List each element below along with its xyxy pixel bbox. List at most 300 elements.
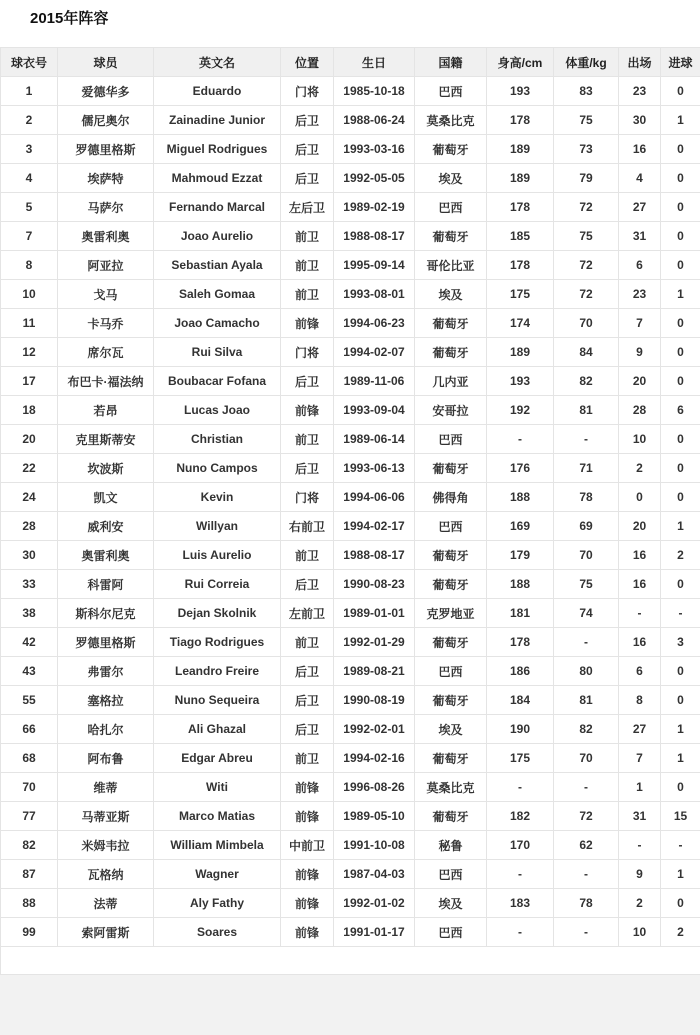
cell: 1 — [661, 512, 700, 541]
cell: 0 — [661, 222, 700, 251]
cell: 20 — [619, 512, 661, 541]
cell: 1 — [619, 773, 661, 802]
cell: 5 — [1, 193, 58, 222]
table-row — [1, 338, 700, 367]
cell: 75 — [554, 222, 619, 251]
cell: 174 — [487, 309, 554, 338]
cell: 卡马乔 — [58, 309, 154, 338]
cell: Joao Camacho — [154, 309, 281, 338]
cell: 斯科尔尼克 — [58, 599, 154, 628]
cell: 1989-02-19 — [334, 193, 415, 222]
cell: 18 — [1, 396, 58, 425]
cell: 安哥拉 — [415, 396, 487, 425]
cell: 188 — [487, 483, 554, 512]
cell: 185 — [487, 222, 554, 251]
cell: 葡萄牙 — [415, 222, 487, 251]
cell: 前卫 — [281, 425, 334, 454]
cell: 1993-06-13 — [334, 454, 415, 483]
cell: 2 — [661, 918, 700, 947]
cell: 门将 — [281, 483, 334, 512]
table-row — [1, 657, 700, 686]
cell: 55 — [1, 686, 58, 715]
cell: 68 — [1, 744, 58, 773]
cell: 葡萄牙 — [415, 628, 487, 657]
cell: - — [554, 425, 619, 454]
table-row — [1, 570, 700, 599]
table-row — [1, 425, 700, 454]
cell: 0 — [661, 425, 700, 454]
cell: 178 — [487, 628, 554, 657]
cell: 9 — [619, 338, 661, 367]
cell: Marco Matias — [154, 802, 281, 831]
cell: 1995-09-14 — [334, 251, 415, 280]
column-header-9: 进球 — [661, 48, 700, 77]
cell: 前锋 — [281, 309, 334, 338]
cell: 31 — [619, 802, 661, 831]
cell: 11 — [1, 309, 58, 338]
cell: Eduardo — [154, 77, 281, 106]
cell: 1991-01-17 — [334, 918, 415, 947]
cell: Nuno Sequeira — [154, 686, 281, 715]
cell: 33 — [1, 570, 58, 599]
table-row — [1, 744, 700, 773]
cell: 72 — [554, 193, 619, 222]
cell: 葡萄牙 — [415, 454, 487, 483]
cell: 28 — [1, 512, 58, 541]
table-row — [1, 483, 700, 512]
cell: 27 — [619, 715, 661, 744]
cell: 葡萄牙 — [415, 570, 487, 599]
cell: 弗雷尔 — [58, 657, 154, 686]
cell: 几内亚 — [415, 367, 487, 396]
cell: Edgar Abreu — [154, 744, 281, 773]
cell: Witi — [154, 773, 281, 802]
cell: 后卫 — [281, 164, 334, 193]
cell: 72 — [554, 280, 619, 309]
empty-row — [1, 947, 700, 975]
cell: 178 — [487, 106, 554, 135]
cell: 葡萄牙 — [415, 541, 487, 570]
cell: Mahmoud Ezzat — [154, 164, 281, 193]
cell: 后卫 — [281, 106, 334, 135]
cell: 1 — [1, 77, 58, 106]
cell: Leandro Freire — [154, 657, 281, 686]
cell: 20 — [619, 367, 661, 396]
cell: 马萨尔 — [58, 193, 154, 222]
cell: Kevin — [154, 483, 281, 512]
cell: 1 — [661, 106, 700, 135]
cell: 凯文 — [58, 483, 154, 512]
cell: 7 — [1, 222, 58, 251]
cell: 175 — [487, 280, 554, 309]
cell: 10 — [619, 918, 661, 947]
cell: Miguel Rodrigues — [154, 135, 281, 164]
cell: 70 — [554, 309, 619, 338]
cell: 75 — [554, 106, 619, 135]
cell: 席尔瓦 — [58, 338, 154, 367]
cell: 法蒂 — [58, 889, 154, 918]
cell: 12 — [1, 338, 58, 367]
cell: 爱德华多 — [58, 77, 154, 106]
cell: 10 — [1, 280, 58, 309]
cell: 埃及 — [415, 889, 487, 918]
cell: 前锋 — [281, 773, 334, 802]
table-row — [1, 918, 700, 947]
table-row — [1, 280, 700, 309]
cell: 0 — [661, 251, 700, 280]
cell: 克里斯蒂安 — [58, 425, 154, 454]
cell: 83 — [554, 77, 619, 106]
cell: 23 — [619, 280, 661, 309]
cell: 1994-02-17 — [334, 512, 415, 541]
cell: 葡萄牙 — [415, 135, 487, 164]
cell: 0 — [661, 77, 700, 106]
cell: 182 — [487, 802, 554, 831]
cell: 0 — [661, 367, 700, 396]
cell: 6 — [619, 657, 661, 686]
table-row — [1, 715, 700, 744]
cell: 79 — [554, 164, 619, 193]
cell: 23 — [619, 77, 661, 106]
cell: 186 — [487, 657, 554, 686]
cell: Luis Aurelio — [154, 541, 281, 570]
cell: 189 — [487, 135, 554, 164]
cell: 佛得角 — [415, 483, 487, 512]
table-row — [1, 106, 700, 135]
cell: 189 — [487, 164, 554, 193]
cell: 瓦格纳 — [58, 860, 154, 889]
cell: 0 — [661, 309, 700, 338]
cell: 1989-05-10 — [334, 802, 415, 831]
column-header-2: 英文名 — [154, 48, 281, 77]
cell: 儒尼奥尔 — [58, 106, 154, 135]
cell: 莫桑比克 — [415, 773, 487, 802]
column-header-3: 位置 — [281, 48, 334, 77]
cell: 74 — [554, 599, 619, 628]
cell: 左前卫 — [281, 599, 334, 628]
cell: Wagner — [154, 860, 281, 889]
cell: 门将 — [281, 338, 334, 367]
cell: Dejan Skolnik — [154, 599, 281, 628]
cell: 布巴卡·福法纳 — [58, 367, 154, 396]
cell: 前卫 — [281, 541, 334, 570]
table-row — [1, 599, 700, 628]
cell: 184 — [487, 686, 554, 715]
cell: Lucas Joao — [154, 396, 281, 425]
cell: Joao Aurelio — [154, 222, 281, 251]
cell: 190 — [487, 715, 554, 744]
cell: 62 — [554, 831, 619, 860]
cell: 若昂 — [58, 396, 154, 425]
cell: 170 — [487, 831, 554, 860]
cell: 42 — [1, 628, 58, 657]
cell: 巴西 — [415, 425, 487, 454]
cell: 1993-08-01 — [334, 280, 415, 309]
table-body — [1, 77, 700, 975]
cell: 66 — [1, 715, 58, 744]
cell: Boubacar Fofana — [154, 367, 281, 396]
cell: 24 — [1, 483, 58, 512]
cell: Rui Silva — [154, 338, 281, 367]
table-row — [1, 889, 700, 918]
cell: 193 — [487, 77, 554, 106]
cell: - — [554, 860, 619, 889]
cell: 178 — [487, 193, 554, 222]
table-row — [1, 222, 700, 251]
table-row — [1, 164, 700, 193]
cell: 前卫 — [281, 744, 334, 773]
table-row — [1, 77, 700, 106]
cell: 0 — [619, 483, 661, 512]
cell: - — [661, 831, 700, 860]
cell: 75 — [554, 570, 619, 599]
cell: - — [554, 773, 619, 802]
cell: 82 — [554, 367, 619, 396]
cell: 169 — [487, 512, 554, 541]
cell: 右前卫 — [281, 512, 334, 541]
cell: 181 — [487, 599, 554, 628]
cell: 192 — [487, 396, 554, 425]
cell: 99 — [1, 918, 58, 947]
cell: 1990-08-19 — [334, 686, 415, 715]
cell: 7 — [619, 744, 661, 773]
cell: 189 — [487, 338, 554, 367]
cell: Aly Fathy — [154, 889, 281, 918]
cell: 门将 — [281, 77, 334, 106]
cell: 175 — [487, 744, 554, 773]
cell: 4 — [619, 164, 661, 193]
cell: Soares — [154, 918, 281, 947]
cell: 哈扎尔 — [58, 715, 154, 744]
cell: 1985-10-18 — [334, 77, 415, 106]
cell: - — [554, 628, 619, 657]
column-header-1: 球员 — [58, 48, 154, 77]
table-row — [1, 251, 700, 280]
cell: 27 — [619, 193, 661, 222]
table-row — [1, 541, 700, 570]
cell: 埃及 — [415, 164, 487, 193]
cell: 后卫 — [281, 454, 334, 483]
cell: Christian — [154, 425, 281, 454]
cell: 前卫 — [281, 251, 334, 280]
table-row — [1, 367, 700, 396]
cell: 2 — [619, 889, 661, 918]
cell: 1994-02-07 — [334, 338, 415, 367]
cell: - — [661, 599, 700, 628]
cell: 179 — [487, 541, 554, 570]
cell: 奥雷利奥 — [58, 222, 154, 251]
cell: 0 — [661, 483, 700, 512]
cell: 78 — [554, 889, 619, 918]
cell: 1 — [661, 280, 700, 309]
column-header-4: 生日 — [334, 48, 415, 77]
column-header-6: 身高/cm — [487, 48, 554, 77]
cell: 后卫 — [281, 715, 334, 744]
cell: Nuno Campos — [154, 454, 281, 483]
column-header-7: 体重/kg — [554, 48, 619, 77]
cell: 0 — [661, 338, 700, 367]
cell: 巴西 — [415, 860, 487, 889]
cell: 178 — [487, 251, 554, 280]
table-row — [1, 686, 700, 715]
cell: 维蒂 — [58, 773, 154, 802]
cell: 69 — [554, 512, 619, 541]
cell: 1993-03-16 — [334, 135, 415, 164]
cell: 后卫 — [281, 570, 334, 599]
cell: 8 — [1, 251, 58, 280]
cell: 罗德里格斯 — [58, 628, 154, 657]
table-row — [1, 512, 700, 541]
cell: 坎波斯 — [58, 454, 154, 483]
table-row — [1, 454, 700, 483]
cell: 葡萄牙 — [415, 309, 487, 338]
cell: Zainadine Junior — [154, 106, 281, 135]
cell: 1992-05-05 — [334, 164, 415, 193]
cell: 30 — [619, 106, 661, 135]
cell: 22 — [1, 454, 58, 483]
cell: Ali Ghazal — [154, 715, 281, 744]
table-row — [1, 831, 700, 860]
cell: 埃及 — [415, 715, 487, 744]
cell: 1 — [661, 744, 700, 773]
cell: 前锋 — [281, 396, 334, 425]
table-row — [1, 860, 700, 889]
column-header-0: 球衣号 — [1, 48, 58, 77]
cell: 葡萄牙 — [415, 802, 487, 831]
cell: 80 — [554, 657, 619, 686]
cell: 183 — [487, 889, 554, 918]
cell: 0 — [661, 135, 700, 164]
table-row — [1, 135, 700, 164]
cell: 43 — [1, 657, 58, 686]
cell: 6 — [619, 251, 661, 280]
cell: 前锋 — [281, 802, 334, 831]
cell: - — [619, 599, 661, 628]
cell: 1989-08-21 — [334, 657, 415, 686]
table-header-row — [1, 48, 700, 77]
cell: 戈马 — [58, 280, 154, 309]
cell: 巴西 — [415, 918, 487, 947]
table-row — [1, 628, 700, 657]
cell: 1996-08-26 — [334, 773, 415, 802]
squad-table — [0, 47, 700, 975]
table-row — [1, 193, 700, 222]
cell: 葡萄牙 — [415, 686, 487, 715]
cell: - — [487, 918, 554, 947]
cell: 81 — [554, 686, 619, 715]
cell: 9 — [619, 860, 661, 889]
cell: 前锋 — [281, 860, 334, 889]
cell: 0 — [661, 164, 700, 193]
cell: 威利安 — [58, 512, 154, 541]
cell: 哥伦比亚 — [415, 251, 487, 280]
cell: 77 — [1, 802, 58, 831]
cell: 索阿雷斯 — [58, 918, 154, 947]
table-row — [1, 802, 700, 831]
cell: - — [487, 860, 554, 889]
cell: 1992-02-01 — [334, 715, 415, 744]
cell: 1989-01-01 — [334, 599, 415, 628]
cell: Rui Correia — [154, 570, 281, 599]
cell: 6 — [661, 396, 700, 425]
cell: 塞格拉 — [58, 686, 154, 715]
cell: 0 — [661, 773, 700, 802]
cell: 0 — [661, 570, 700, 599]
column-header-5: 国籍 — [415, 48, 487, 77]
cell: 2 — [661, 541, 700, 570]
cell: Sebastian Ayala — [154, 251, 281, 280]
cell: 0 — [661, 686, 700, 715]
cell: 葡萄牙 — [415, 338, 487, 367]
cell: - — [554, 918, 619, 947]
cell: 1994-06-23 — [334, 309, 415, 338]
table-row — [1, 309, 700, 338]
cell: 0 — [661, 193, 700, 222]
cell: 81 — [554, 396, 619, 425]
cell: 72 — [554, 802, 619, 831]
cell: Saleh Gomaa — [154, 280, 281, 309]
cell: - — [619, 831, 661, 860]
cell: 1992-01-02 — [334, 889, 415, 918]
cell: 70 — [1, 773, 58, 802]
cell: 前卫 — [281, 628, 334, 657]
cell: 16 — [619, 135, 661, 164]
cell: 1992-01-29 — [334, 628, 415, 657]
cell: 2 — [1, 106, 58, 135]
cell: Tiago Rodrigues — [154, 628, 281, 657]
cell: 前卫 — [281, 280, 334, 309]
cell: 科雷阿 — [58, 570, 154, 599]
cell: Fernando Marcal — [154, 193, 281, 222]
cell: 1988-06-24 — [334, 106, 415, 135]
cell: 16 — [619, 541, 661, 570]
cell: 1991-10-08 — [334, 831, 415, 860]
cell: 1989-06-14 — [334, 425, 415, 454]
cell: 米姆韦拉 — [58, 831, 154, 860]
table-row — [1, 396, 700, 425]
cell: 88 — [1, 889, 58, 918]
column-header-8: 出场 — [619, 48, 661, 77]
cell: 1987-04-03 — [334, 860, 415, 889]
cell: 克罗地亚 — [415, 599, 487, 628]
cell: 70 — [554, 744, 619, 773]
cell: 葡萄牙 — [415, 744, 487, 773]
cell: 后卫 — [281, 367, 334, 396]
cell: 2 — [619, 454, 661, 483]
cell: 前锋 — [281, 889, 334, 918]
cell: William Mimbela — [154, 831, 281, 860]
empty-cell — [1, 947, 700, 975]
cell: - — [487, 425, 554, 454]
cell: 20 — [1, 425, 58, 454]
cell: 0 — [661, 454, 700, 483]
cell: 1990-08-23 — [334, 570, 415, 599]
cell: 1989-11-06 — [334, 367, 415, 396]
cell: 埃及 — [415, 280, 487, 309]
cell: 奥雷利奥 — [58, 541, 154, 570]
cell: 10 — [619, 425, 661, 454]
cell: 82 — [1, 831, 58, 860]
cell: 73 — [554, 135, 619, 164]
cell: 71 — [554, 454, 619, 483]
cell: 巴西 — [415, 657, 487, 686]
cell: 87 — [1, 860, 58, 889]
cell: 16 — [619, 570, 661, 599]
cell: 82 — [554, 715, 619, 744]
cell: 0 — [661, 889, 700, 918]
cell: 巴西 — [415, 193, 487, 222]
cell: 罗德里格斯 — [58, 135, 154, 164]
